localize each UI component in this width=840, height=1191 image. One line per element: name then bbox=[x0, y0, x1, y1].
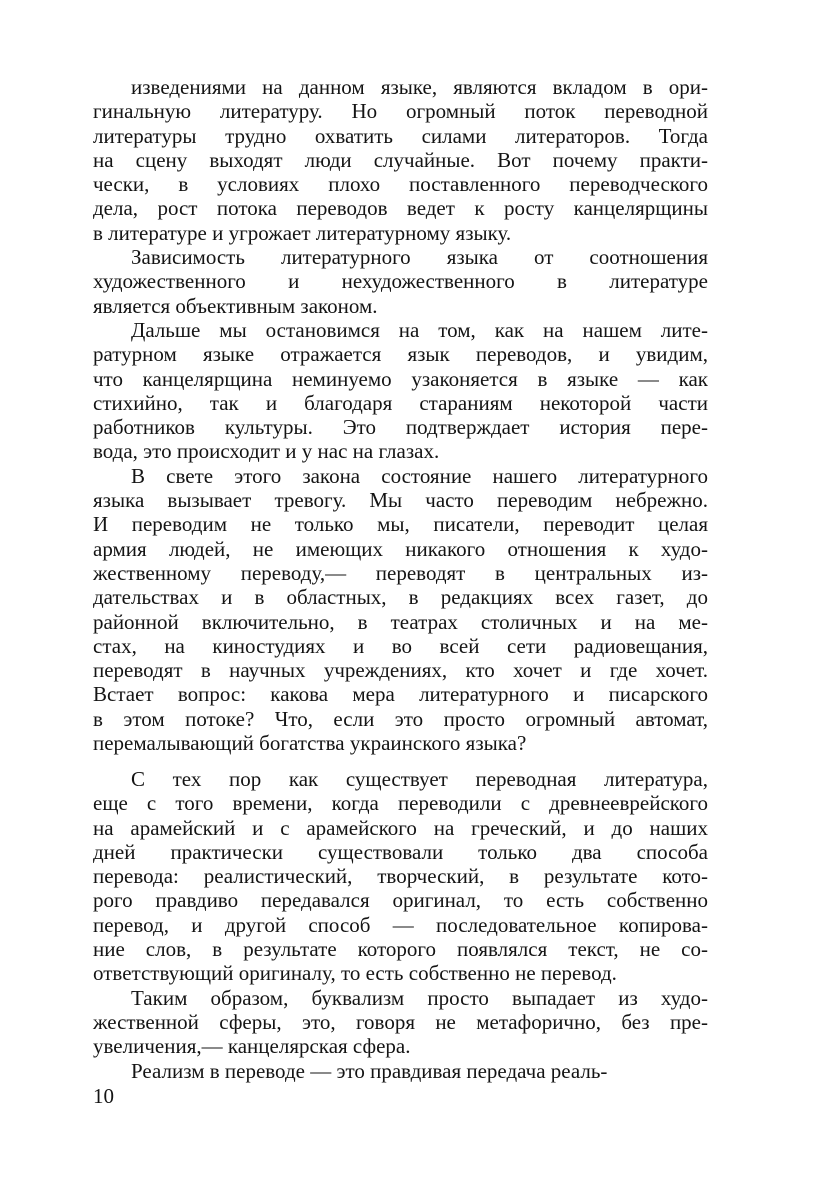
text-line: на арамейский и с арамейского на греческий, и до наших bbox=[93, 815, 708, 840]
text-line: С тех пор как существует переводная литература, bbox=[131, 767, 708, 791]
text-line: перемалывающий богатства украинского языка? bbox=[93, 731, 527, 756]
text-line: является объективным законом. bbox=[93, 293, 378, 318]
text-line: рого правдиво передавался оригинал, то есть собственно bbox=[93, 888, 708, 913]
text-line: дней практически существовали только два способа bbox=[93, 839, 708, 864]
text-line: Таким образом, буквализм просто выпадает из худо- bbox=[131, 985, 708, 1010]
text-line: Реализм в переводе — это правдивая передача реаль- bbox=[131, 1058, 608, 1083]
paragraph bbox=[93, 767, 708, 986]
text-line: увеличения,— канцелярская сфера. bbox=[93, 1034, 411, 1059]
paragraph bbox=[93, 318, 708, 464]
text-line: что канцелярщина неминуемо узаконяется в языке — как bbox=[93, 366, 708, 391]
text-line: чески, в условиях плохо поставленного переводческого bbox=[93, 172, 708, 197]
text-line: переводят в научных учреждениях, кто хочет и где хочет. bbox=[93, 658, 708, 683]
text-line: на сцену выходят люди случайные. Вот почему практи- bbox=[93, 147, 708, 172]
text-line: армия людей, не имеющих никакого отношения к худо- bbox=[93, 536, 708, 561]
text-line: художественного и нехудожественного в литературе bbox=[93, 269, 708, 294]
text-line: жественной сферы, это, говоря не метафорично, без пре- bbox=[93, 1009, 708, 1034]
text-line: ние слов, в результате которого появлялся текст, не со- bbox=[93, 937, 708, 962]
text-line: Встает вопрос: какова мера литературного и писарского bbox=[93, 682, 708, 707]
text-line: в этом потоке? Что, если это просто огромный автомат, bbox=[93, 706, 708, 731]
text-line: дательствах и в областных, в редакциях всех газет, до bbox=[93, 585, 708, 610]
paragraph bbox=[93, 464, 708, 756]
page-number: 10 bbox=[93, 1084, 114, 1108]
text-line: стихийно, так и благодаря стараниям некоторой части bbox=[93, 390, 708, 415]
text-line: литературы трудно охватить силами литераторов. Тогда bbox=[93, 123, 708, 148]
text-line: И переводим не только мы, писатели, переводит целая bbox=[93, 512, 708, 537]
text-line: ратурном языке отражается язык переводов, и увидим, bbox=[93, 342, 708, 367]
text-line: В свете этого закона состояние нашего литературного bbox=[131, 463, 708, 488]
text-line: жественному переводу,— переводят в центральных из- bbox=[93, 560, 708, 585]
text-line: вода, это происходит и у нас на глазах. bbox=[93, 439, 440, 464]
text-line: дела, рост потока переводов ведет к росту канцелярщины bbox=[93, 196, 708, 221]
paragraph bbox=[93, 245, 708, 318]
paragraph bbox=[93, 1059, 708, 1083]
text-line: изведениями на данном языке, являются вкладом в ори- bbox=[131, 75, 708, 99]
text-line: языка вызывает тревогу. Мы часто переводим небрежно. bbox=[93, 488, 708, 513]
text-line: Дальше мы остановимся на том, как на нашем лите- bbox=[131, 317, 708, 342]
text-line: стах, на киностудиях и во всей сети радиовещания, bbox=[93, 633, 708, 658]
text-line: Зависимость литературного языка от соотношения bbox=[131, 245, 708, 270]
text-line: гинальную литературу. Но огромный поток переводной bbox=[93, 99, 708, 124]
text-line: еще с того времени, когда переводили с древнееврейского bbox=[93, 791, 708, 816]
text-line: работников культуры. Это подтверждает история пере- bbox=[93, 415, 708, 440]
text-section-2 bbox=[93, 767, 708, 1083]
text-line: ответствующий оригиналу, то есть собственно не перевод. bbox=[93, 961, 617, 986]
text-line: перевод, и другой способ — последовательное копирова- bbox=[93, 912, 708, 937]
text-line: перевода: реалистический, творческий, в результате кото- bbox=[93, 864, 708, 889]
text-line: в литературе и угрожает литературному языку. bbox=[93, 220, 512, 245]
paragraph bbox=[93, 986, 708, 1059]
text-section-1 bbox=[93, 75, 708, 755]
text-line: районной включительно, в театрах столичных и на ме- bbox=[93, 609, 708, 634]
paragraph bbox=[93, 75, 708, 245]
